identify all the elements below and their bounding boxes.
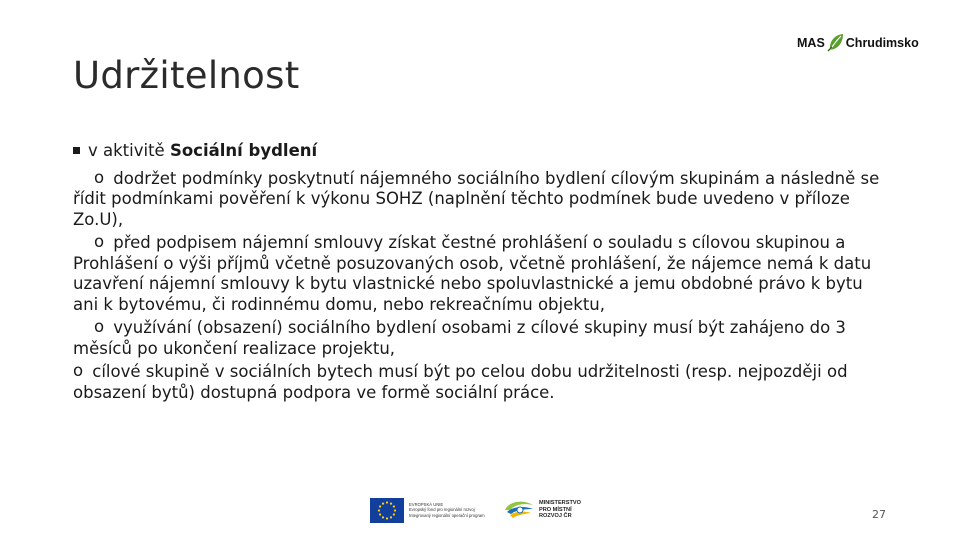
paragraph-2 <box>73 233 893 315</box>
paragraph-3 <box>73 318 893 359</box>
bullet-bold: Sociální bydlení <box>169 141 318 160</box>
sub-marker: o <box>73 361 84 380</box>
ministry-line: PRO MÍSTNÍ <box>539 506 572 513</box>
logo-mas-text: MAS <box>797 36 825 50</box>
eu-text-line: Integrovaný regionální operační program <box>409 512 485 518</box>
bullet-intro: v aktivitě <box>88 141 170 160</box>
ministry-line: ROZVOJ ČR <box>539 513 572 520</box>
paragraph-4 <box>73 362 893 403</box>
page-number: 27 <box>872 508 886 521</box>
paragraph-1 <box>73 169 893 231</box>
square-bullet-icon <box>73 147 80 154</box>
paragraph-text: před podpisem nájemní smlouvy získat čestné prohlášení o souladu s cílovou skupinou a Prohlášení o výši příjmů včetně posuzovaných osob, včetně prohlášení, že nájemce nemá k datu uzavření nájemní smlouvy k bytu vlastnické nebo spoluvlastnické a jemu obdobné právo k bytu ani k bytovému, či rodinnému domu, nebo rekreačnímu objektu, <box>73 233 872 314</box>
slide-title: Udržitelnost <box>73 54 300 97</box>
ministry-swirl-logo-icon <box>503 497 535 523</box>
ministry-line: MINISTERSTVO <box>539 500 581 507</box>
eu-flag-icon <box>370 498 404 523</box>
footer-logos <box>370 495 581 525</box>
sub-marker: o <box>94 167 105 187</box>
leaf-icon <box>827 32 845 55</box>
bullet-item <box>73 141 893 162</box>
mas-chrudimsko-logo <box>797 32 919 54</box>
paragraph-text: využívání (obsazení) sociálního bydlení osobami z cílové skupiny musí být zahájeno do 3 měsíců po ukončení realizace projektu, <box>73 318 846 358</box>
sub-marker: o <box>94 232 105 251</box>
eu-text-line: Evropský fond pro regionální rozvoj <box>409 507 475 513</box>
slide-content <box>73 141 893 406</box>
logo-chrudimsko-text: Chrudimsko <box>845 36 919 50</box>
ministry-text <box>539 500 581 520</box>
eu-text-line: EVROPSKÁ UNIE <box>409 502 444 508</box>
sub-marker: o <box>94 317 105 336</box>
paragraph-text: dodržet podmínky poskytnutí nájemného sociálního bydlení cílovým skupinám a následně se řídit podmínkami pověření k výkonu SOHZ (naplnění těchto podmínek bude uvedeno v příloze Zo.U), <box>73 168 880 229</box>
bullet-text <box>88 141 317 162</box>
eu-program-text <box>409 502 495 518</box>
paragraph-text: cílové skupině v sociálních bytech musí být po celou dobu udržitelnosti (resp. nejpozději od obsazení bytů) dostupná podpora ve formě sociální práce. <box>73 362 848 402</box>
